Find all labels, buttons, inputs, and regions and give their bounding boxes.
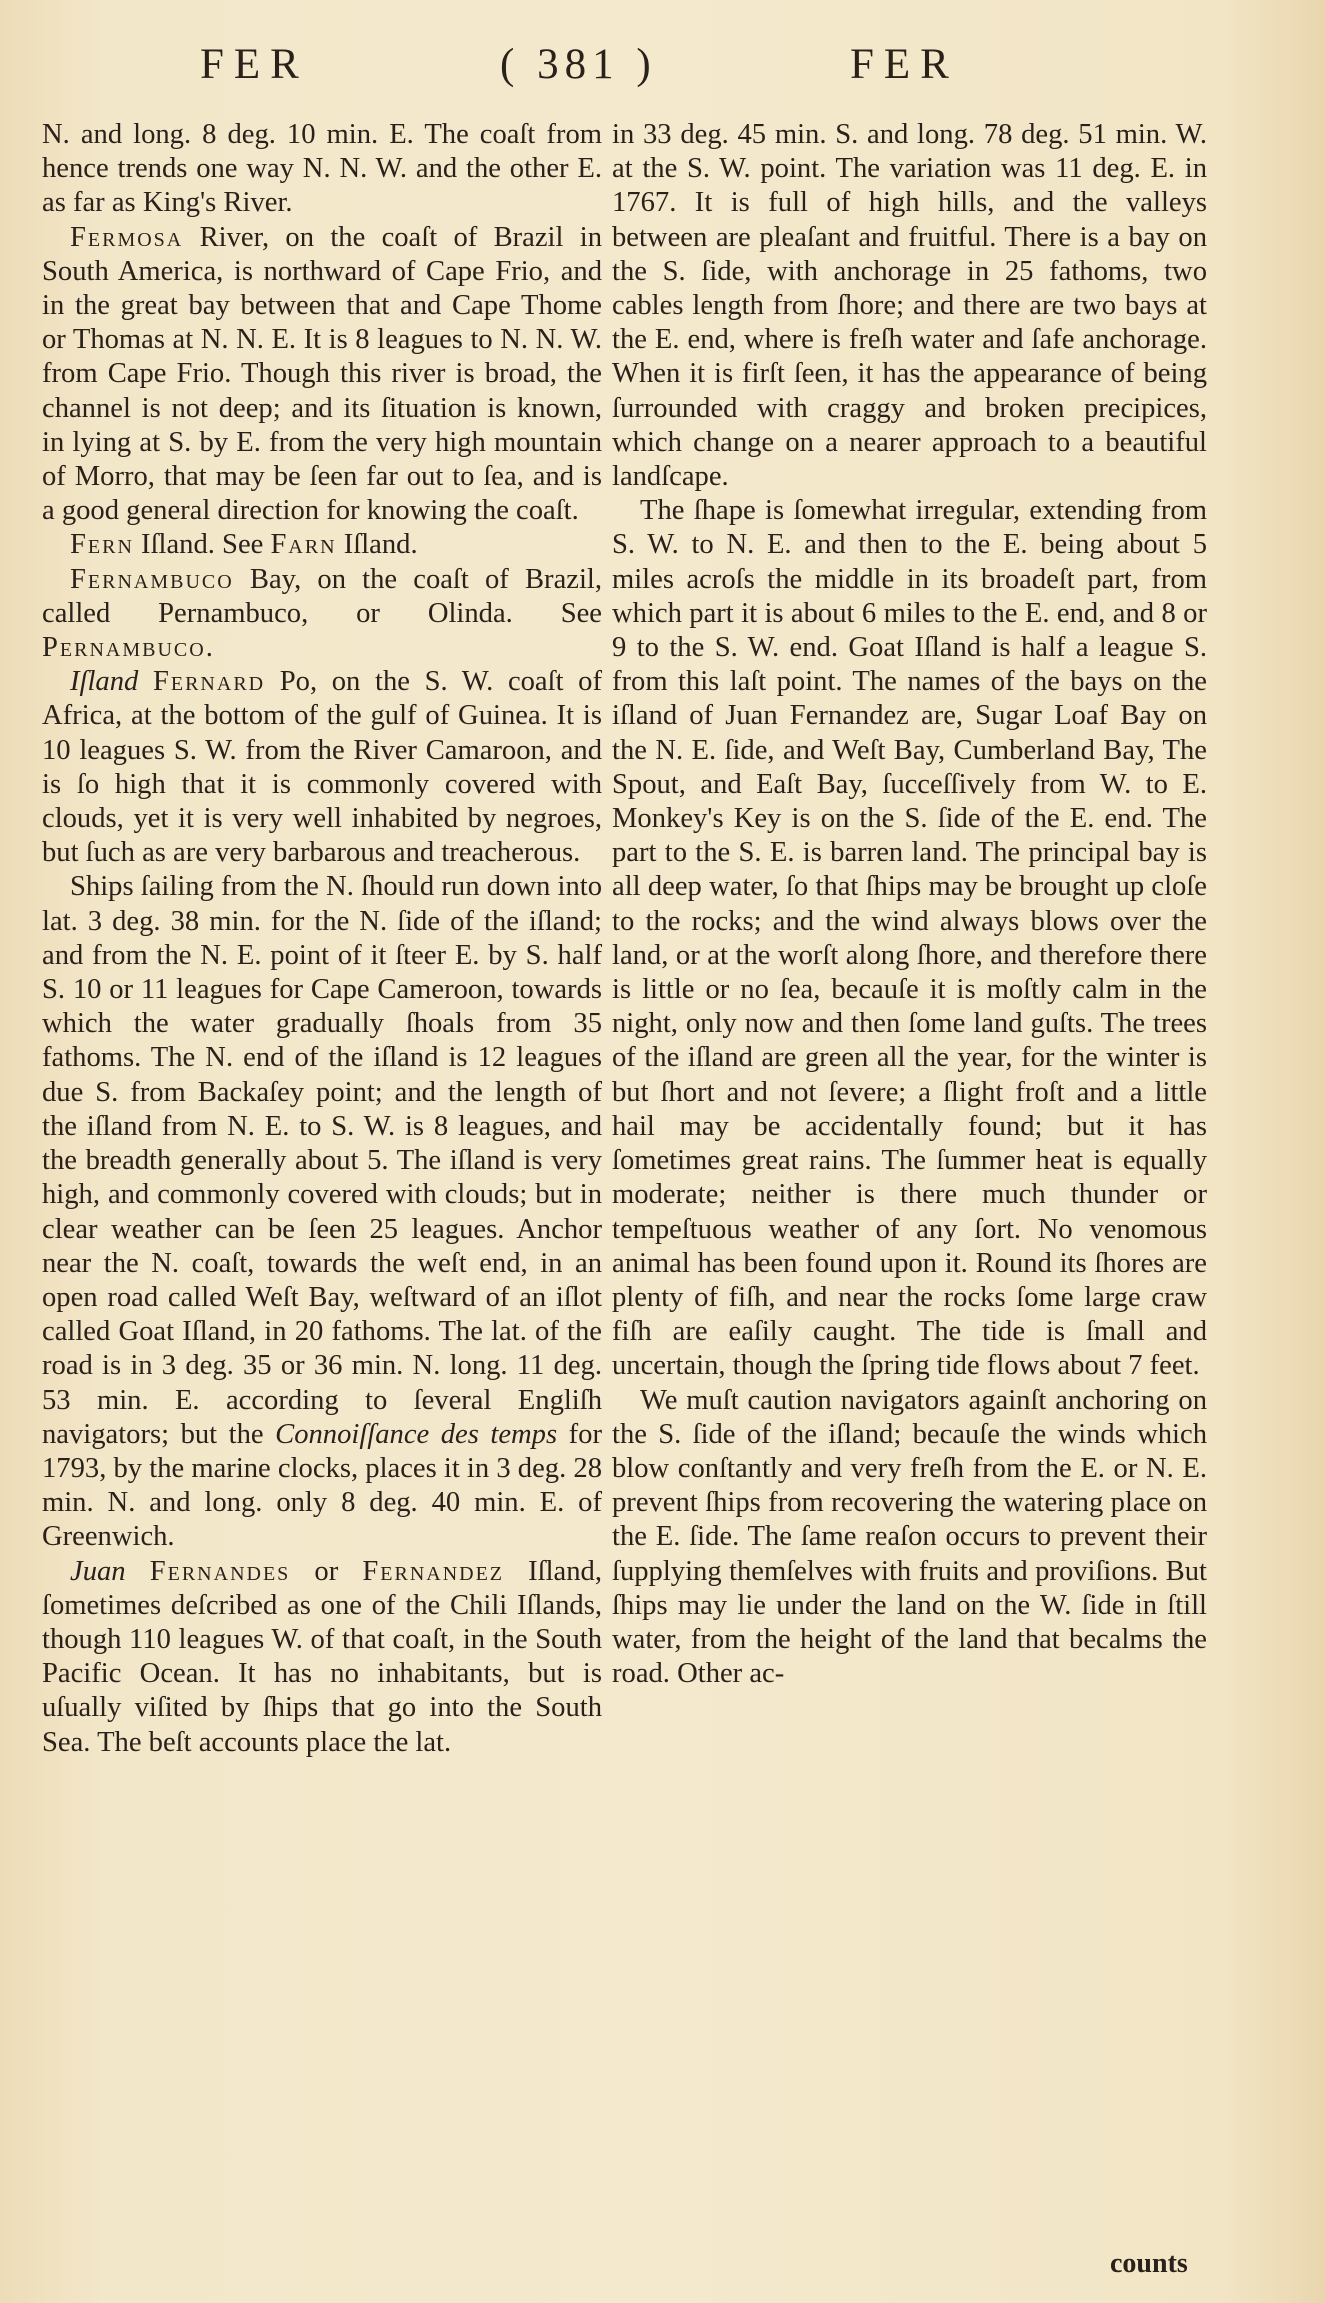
entry-headword: Fernambuco — [70, 563, 234, 595]
catchword: counts — [1110, 2248, 1188, 2279]
paragraph — [612, 494, 1207, 1383]
paragraph — [42, 563, 602, 666]
paragraph — [612, 1384, 1207, 1692]
paragraph — [42, 221, 602, 529]
left-text-column — [42, 118, 602, 1760]
text-run: Iſland. See — [133, 529, 271, 561]
text-run: for 1793, by the marine clocks, places it in 3 deg. 28 min. N. and long. only 8 deg. 40 min. E. of Greenwich. — [42, 1418, 602, 1553]
text-run: Bay, on the coaſt of Brazil, called Pernambuco, or Olinda. See — [42, 563, 602, 629]
text-run: Iſland, ſometimes deſcribed as one of the Chili Iſlands, though 110 leagues W. of that coaſt, in the South Pacific Ocean. It has no inhabitants, but is uſually viſited by ſhips that go into the South Sea. The beſt accounts place the lat. — [42, 1555, 602, 1758]
entry-headword: Fernandes — [149, 1555, 291, 1587]
paragraph — [42, 528, 602, 562]
paragraph — [42, 870, 602, 1554]
text-run: or — [290, 1555, 363, 1587]
text-run: The ſhape is ſomewhat irregular, extending from S. W. to N. E. and then to the E. being about 5 miles acroſs the middle in its broadeſt part, from which part it is about 6 miles to the E. end, and 8 or 9 to the S. W. end. Goat Iſland is half a league S. from this laſt point. The names of the bays on the iſland of Juan Fernandez are, Sugar Loaf Bay on the N. E. ſide, and Weſt Bay, Cumberland Bay, The Spout, and Eaſt Bay, ſucceſſively from W. to E. Monkey's Key is on the S. ſide of the E. end. The part to the S. E. is barren land. The principal bay is all deep water, ſo that ſhips may be brought up cloſe to the rocks; and the wind always blows over the land, or at the worſt along ſhore, and therefore there is little or no ſea, becauſe it is moſtly calm in the night, only now and then ſome land guſts. The trees of the iſland are green all the year, for the winter is but ſhort and not ſevere; a ſlight froſt and a little hail may be accidentally found; but it has ſometimes great rains. The ſummer heat is equally moderate; neither is there much thunder or tempeſtuous weather of any ſort. No venomous animal has been found upon it. Round its ſhores are plenty of fiſh, and near the rocks ſome large craw fiſh are eaſily caught. The tide is ſmall and uncertain, though the ſpring tide flows about 7 feet. — [612, 495, 1207, 1382]
italic-text: Juan — [70, 1555, 126, 1587]
text-run: . — [205, 632, 213, 664]
text-run: River, on the coaſt of Brazil in South America, is northward of Cape Frio, and in the great bay between that and Cape Thome or Thomas at N. N. E. It is 8 leagues to N. N. W. from Cape Frio. Though this river is broad, the channel is not deep; and its ſituation is known, in lying at S. by E. from the very high mountain of Morro, that may be ſeen far out to ſea, and is a good general direction for knowing the coaſt. — [42, 221, 602, 527]
paragraph — [612, 118, 1207, 494]
text-run: in 33 deg. 45 min. S. and long. 78 deg. 51 min. W. at the S. W. point. The variation was 11 deg. E. in 1767. It is full of high hills, and the valleys between are pleaſant and fruitful. There is a bay on the S. ſide, with anchorage in 25 fathoms, two cables length from ſhore; and there are two bays at the E. end, where is freſh water and ſafe anchorage. When it is firſt ſeen, it has the appearance of being ſurrounded with craggy and broken precipices, which change on a nearer approach to a beautiful landſcape. — [612, 119, 1207, 493]
page-number: ( 381 ) — [500, 41, 657, 88]
paragraph — [42, 118, 602, 221]
right-text-column — [612, 118, 1207, 1691]
entry-headword: Farn — [270, 529, 337, 561]
running-header — [0, 40, 1325, 90]
header-left-guide-word: FER — [200, 41, 309, 88]
text-run: We muſt caution navigators againſt anchoring on the S. ſide of the iſland; becauſe the winds which blow conſtantly and very freſh from the E. or N. E. prevent ſhips from recovering the watering place on the E. ſide. The ſame reaſon occurs to prevent their ſupplying themſelves with fruits and proviſions. But ſhips may lie under the land on the W. ſide in ſtill water, from the height of the land that becalms the road. Other ac- — [612, 1384, 1207, 1690]
text-run: Po, on the S. W. coaſt of Africa, at the bottom of the gulf of Guinea. It is 10 leagues S. W. from the River Camaroon, and is ſo high that it is commonly covered with clouds, yet it is very well inhabited by negroes, but ſuch as are very barbarous and treacherous. — [42, 666, 602, 869]
italic-text: Iſland — [70, 666, 139, 698]
entry-headword: Fermosa — [70, 221, 184, 253]
entry-headword: Fernandez — [362, 1555, 505, 1587]
text-run — [126, 1556, 150, 1587]
italic-text: Connoiſſance des temps — [275, 1418, 558, 1450]
header-right-guide-word: FER — [850, 41, 959, 88]
paragraph — [42, 1555, 602, 1760]
entry-headword: Fern — [70, 529, 134, 561]
entry-headword: Fernard — [152, 666, 266, 698]
paragraph — [42, 665, 602, 870]
text-run: Iſland. — [336, 529, 418, 561]
entry-headword: Pernambuco — [42, 632, 206, 664]
text-run: Ships ſailing from the N. ſhould run down into lat. 3 deg. 38 min. for the N. ſide of the iſland; and from the N. E. point of it ſteer E. by S. half S. 10 or 11 leagues for Cape Cameroon, towards which the water gradually ſhoals from 35 fathoms. The N. end of the iſland is 12 leagues due S. from Backaſey point; and the length of the iſland from N. E. to S. W. is 8 leagues, and the breadth generally about 5. The iſland is very high, and commonly covered with clouds; but in clear weather can be ſeen 25 leagues. Anchor near the N. coaſt, towards the weſt end, in an open road called Weſt Bay, weſtward of an iſlot called Goat Iſland, in 20 fathoms. The lat. of the road is in 3 deg. 35 or 36 min. N. long. 11 deg. 53 min. E. according to ſeveral Engliſh navigators; but the — [42, 871, 602, 1450]
text-run: N. and long. 8 deg. 10 min. E. The coaſt from hence trends one way N. N. W. and the other E. as far as King's River. — [42, 119, 602, 219]
text-run — [138, 666, 153, 697]
